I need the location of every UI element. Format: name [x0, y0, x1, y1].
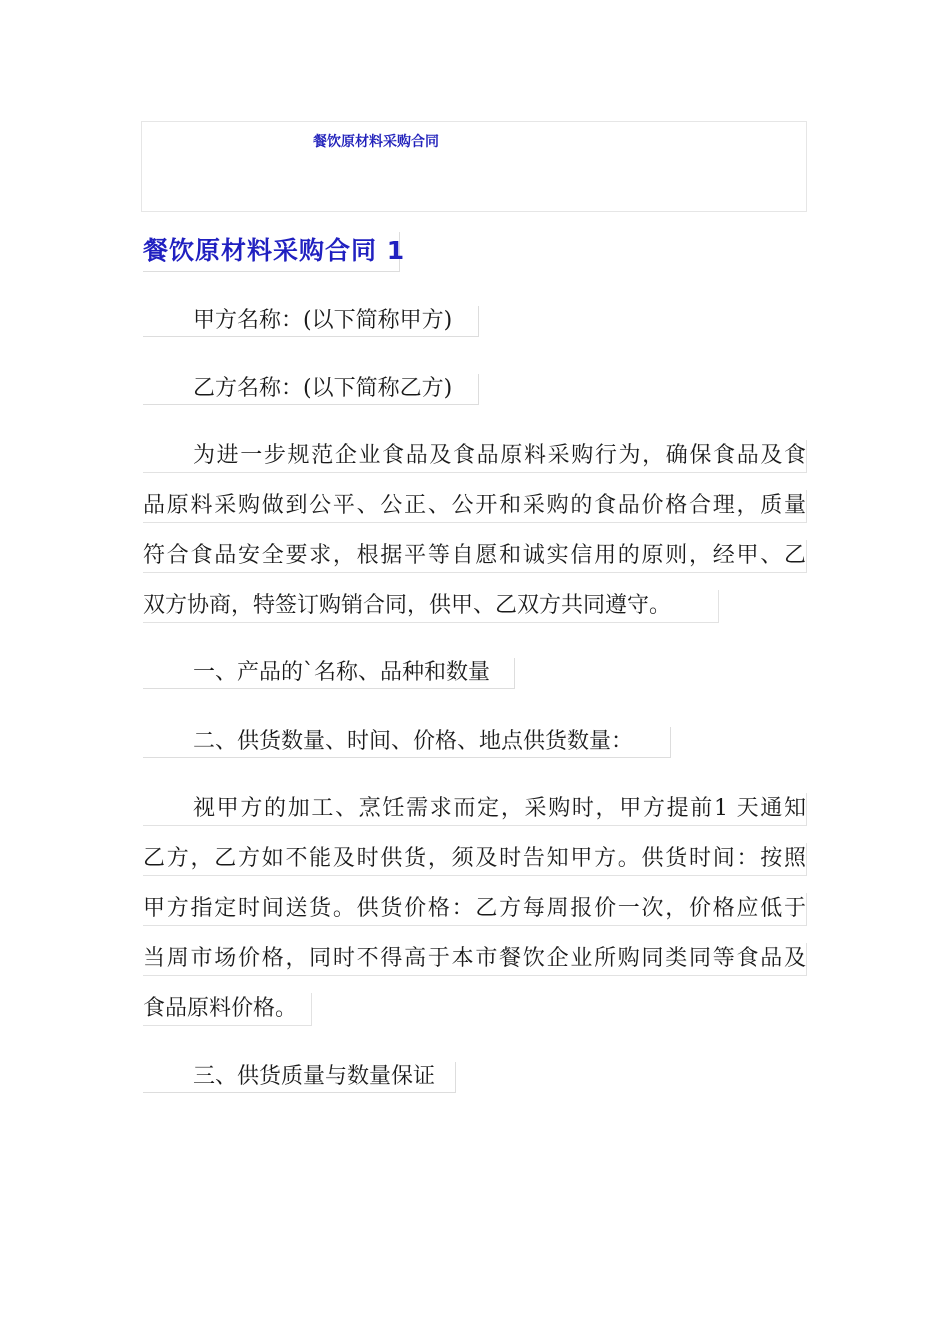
intro-paragraph-line: 为进一步规范企业食品及食品原料采购行为，确保食品及食: [143, 440, 807, 473]
page-header-box: [141, 121, 807, 212]
supply-paragraph-line: 视甲方的加工、烹饪需求而定，采购时，甲方提前1 天通知: [143, 793, 807, 826]
section-1-heading: 一、产品的`名称、品种和数量: [143, 658, 515, 689]
intro-paragraph-line: 双方协商，特签订购销合同，供甲、乙双方共同遵守。: [143, 590, 719, 623]
document-title: 餐饮原材料采购合同 1: [143, 232, 400, 272]
supply-paragraph-line: 食品原料价格。: [143, 993, 312, 1026]
party-a-line: 甲方名称：(以下简称甲方): [143, 306, 479, 337]
header-title: 餐饮原材料采购合同: [313, 134, 439, 150]
section-2-heading: 二、供货数量、时间、价格、地点供货数量：: [143, 727, 671, 758]
supply-paragraph-line: 当周市场价格，同时不得高于本市餐饮企业所购同类同等食品及: [143, 943, 807, 976]
supply-paragraph-line: 乙方，乙方如不能及时供货，须及时告知甲方。供货时间：按照: [143, 843, 807, 876]
intro-paragraph-line: 品原料采购做到公平、公正、公开和采购的食品价格合理，质量: [143, 490, 807, 523]
intro-paragraph-line: 符合食品安全要求，根据平等自愿和诚实信用的原则，经甲、乙: [143, 540, 807, 573]
section-3-heading: 三、供货质量与数量保证: [143, 1062, 456, 1093]
supply-paragraph-line: 甲方指定时间送货。供货价格：乙方每周报价一次，价格应低于: [143, 893, 807, 926]
party-b-line: 乙方名称：(以下简称乙方): [143, 374, 479, 405]
